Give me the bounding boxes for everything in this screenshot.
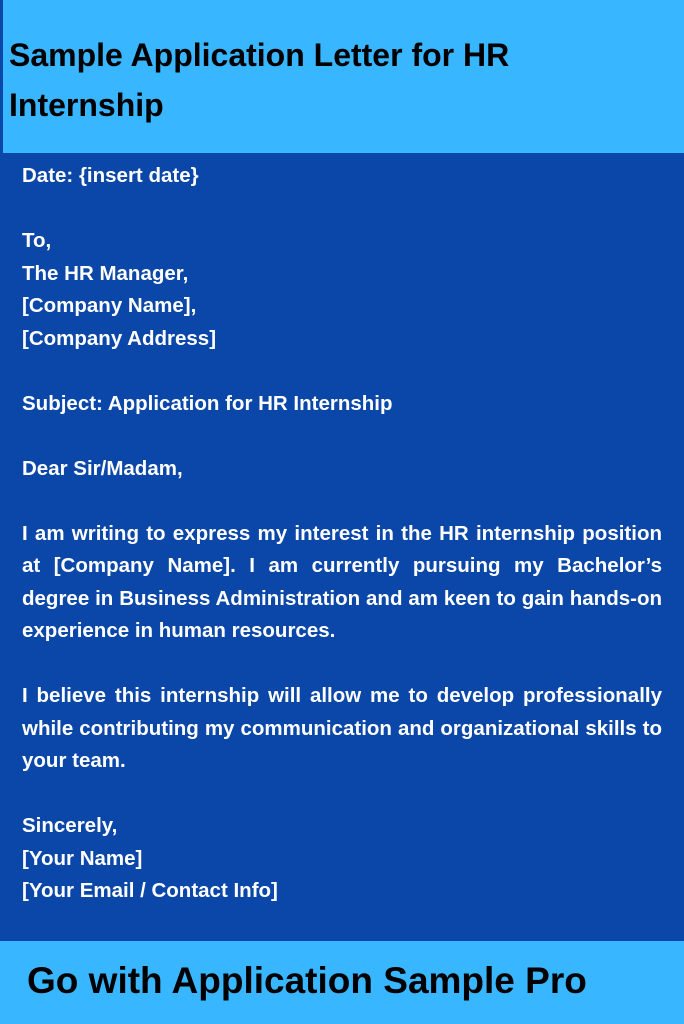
- letter-paragraph: I am writing to express my interest in the HR internship position at [Company Name]. I am currently pursuing my Bachelor’s degree in Business Administration and am keen to gain hands-on experience in human resources.: [22, 521, 662, 642]
- recipient-line: The HR Manager,: [22, 261, 189, 285]
- page-title: Sample Application Letter for HR Internship: [9, 37, 510, 123]
- closing-line: [Your Name]: [22, 846, 143, 870]
- letter-subject: Subject: Application for HR Internship: [22, 391, 393, 415]
- letter-paragraph: I believe this internship will allow me to develop professionally while contributing my communication and organizational skills to your team.: [22, 684, 662, 772]
- letter-salutation: Dear Sir/Madam,: [22, 456, 183, 480]
- letter-body: [22, 160, 662, 908]
- recipient-line: [Company Name],: [22, 294, 197, 317]
- footer-tagline: Go with Application Sample Pro: [27, 960, 587, 1001]
- letter-panel: [0, 153, 684, 941]
- letter-date: Date: {insert date}: [22, 164, 199, 187]
- recipient-line: [Company Address]: [22, 326, 217, 350]
- page-footer: [0, 941, 684, 1024]
- recipient-line: To,: [22, 229, 52, 252]
- closing-block: [22, 810, 662, 908]
- recipient-block: [22, 225, 662, 355]
- page-header: [0, 0, 684, 153]
- closing-line: [Your Email / Contact Info]: [22, 879, 278, 902]
- closing-line: Sincerely,: [22, 814, 118, 837]
